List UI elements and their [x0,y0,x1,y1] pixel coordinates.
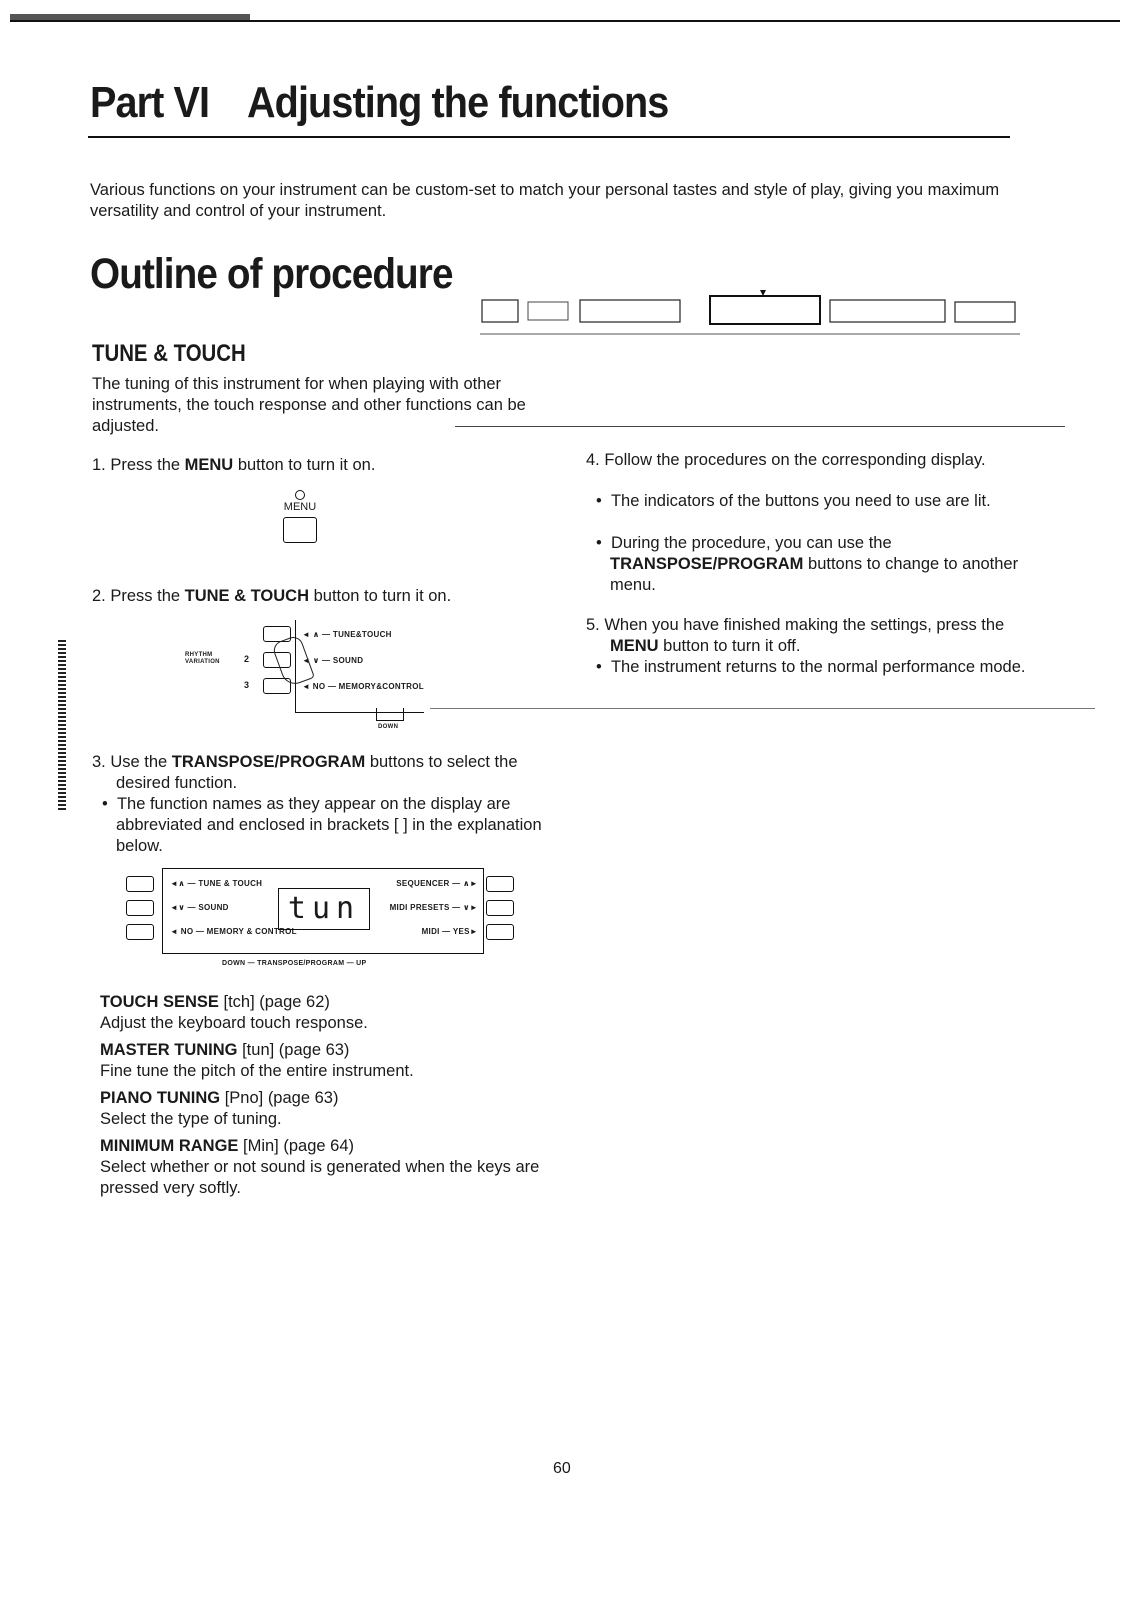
panel-bottom-up: UP [356,960,367,967]
panel-label-midi-presets: MIDI PRESETS — ∨► [389,903,478,912]
diagram1-down-label: DOWN [378,724,399,730]
menu-button [283,517,317,543]
lcd-display-text: tun [287,891,361,926]
top-border-dark [10,14,250,20]
part-title: Adjusting the functions [246,78,669,127]
step-2-suffix: button to turn it on. [309,587,452,605]
menu-label: MENU [283,501,317,513]
step-4-bullet-2-suffix: buttons to change to another menu. [610,555,1019,594]
function-select-panel-diagram [112,866,542,976]
panel-bottom-main: — TRANSPOSE/PROGRAM — [247,960,354,967]
step-2-bold: TUNE & TOUCH [184,587,310,605]
function-list [100,992,540,1205]
step-3 [92,752,556,794]
function-item [100,1136,540,1199]
step-3-prefix: 3. Use the [92,753,172,771]
margin-scan-marks [58,640,66,810]
left-button-3 [126,924,154,940]
function-desc: Fine tune the pitch of the entire instrument. [100,1062,414,1080]
section-rule [455,426,1065,427]
right-button-1 [486,876,514,892]
step-5 [586,615,1040,657]
function-abbr: [tch] [223,993,255,1011]
step-2 [92,586,552,607]
function-desc: Select whether or not sound is generated when the keys are pressed very softly. [100,1158,540,1197]
panel-bottom-down: DOWN [222,960,246,967]
function-item [100,1088,540,1130]
function-abbr: [Pno] [224,1089,264,1107]
outline-heading: Outline of procedure [90,250,453,298]
display-panel-illustration [480,290,1025,346]
bullet-icon: • [102,795,117,813]
function-page: (page 62) [259,993,330,1011]
step-4-bullet-2-bold: TRANSPOSE/PROGRAM [610,555,804,573]
section-description: The tuning of this instrument for when playing with other instruments, the touch response and other functions can be adjusted. [92,375,526,435]
panel-label-midi: MIDI — YES► [421,927,478,936]
panel-label-memory: ◄ NO — MEMORY & CONTROL [170,927,297,936]
function-page: (page 64) [283,1137,354,1155]
panel-bottom-label [222,960,366,967]
step-4-bullet-1-text: The indicators of the buttons you need to use are lit. [610,492,991,510]
page-number: 60 [553,1460,571,1477]
part-heading [90,78,706,128]
function-item [100,992,540,1034]
step-2-prefix: 2. Press the [92,587,185,605]
step-3-bullet [92,794,556,857]
step-3-suffix: buttons to select the desired function. [116,753,518,792]
function-name: TOUCH SENSE [100,993,219,1011]
section-heading: TUNE & TOUCH [92,340,246,367]
step-1 [92,455,532,476]
left-button-2 [126,900,154,916]
step-1-suffix: button to turn it on. [233,456,376,474]
top-border-rule [10,20,1120,22]
step-4-bullet-2 [586,533,1040,596]
step-5-bullet-text: The instrument returns to the normal performance mode. [610,658,1026,676]
diagram1-num-2: 2 [244,654,250,664]
diagram1-label-memory: ◄ NO — MEMORY&CONTROL [302,682,424,691]
right-button-3 [486,924,514,940]
step-5-suffix: button to turn it off. [658,637,801,655]
function-item [100,1040,540,1082]
function-desc: Adjust the keyboard touch response. [100,1014,368,1032]
step-5-prefix: 5. When you have finished making the settings, press the [586,616,1005,634]
step-4: 4. Follow the procedures on the corresponding display. [586,451,986,469]
diagram1-label-tune: ◄ ∧ — TUNE&TOUCH [302,630,392,639]
diagram1-num-3: 3 [244,680,250,690]
step-4-bullet-2-prefix: During the procedure, you can use the [610,534,892,552]
intro-paragraph: Various functions on your instrument can be custom-set to match your personal tastes and style of play, giving you maximum versatility and control of your instrument. [90,181,1000,220]
bullet-icon: • [596,492,611,510]
step-1-prefix: 1. Press the [92,456,185,474]
rhythm-variation-label: RHYTHM VARIATION [185,652,220,665]
bullet-icon: • [596,658,611,676]
step-3-bold: TRANSPOSE/PROGRAM [171,753,366,771]
panel-label-tune: ◄∧ — TUNE & TOUCH [170,879,263,888]
function-desc: Select the type of tuning. [100,1110,282,1128]
right-button-2 [486,900,514,916]
step5-rule [430,708,1095,709]
function-page: (page 63) [278,1041,350,1059]
panel-label-sequencer: SEQUENCER — ∧► [396,879,478,888]
function-name: PIANO TUNING [100,1089,221,1107]
bullet-icon: • [596,534,611,552]
step-5-bullet [586,657,1040,678]
step-5-bold: MENU [610,637,659,655]
step-4-bullet-1 [586,491,1040,512]
step-3-bullet-text: The function names as they appear on the display are abbreviated and enclosed in brackets [ ] in the explanation below. [116,795,542,855]
function-page: (page 63) [267,1089,339,1107]
function-abbr: [Min] [243,1137,279,1155]
lcd-display [278,888,370,930]
menu-button-illustration [280,490,320,543]
function-abbr: [tun] [242,1041,275,1059]
part-number: Part VI [90,78,210,127]
left-button-1 [126,876,154,892]
tune-touch-button-diagram [180,618,430,738]
panel-label-sound: ◄∨ — SOUND [170,903,229,912]
down-button [376,708,404,721]
step-1-bold: MENU [184,456,234,474]
diagram1-label-sound: ◄ ∨ — SOUND [302,656,364,665]
menu-indicator-icon [295,490,305,500]
function-name: MINIMUM RANGE [100,1137,239,1155]
function-name: MASTER TUNING [100,1041,238,1059]
title-underline [88,136,1010,138]
